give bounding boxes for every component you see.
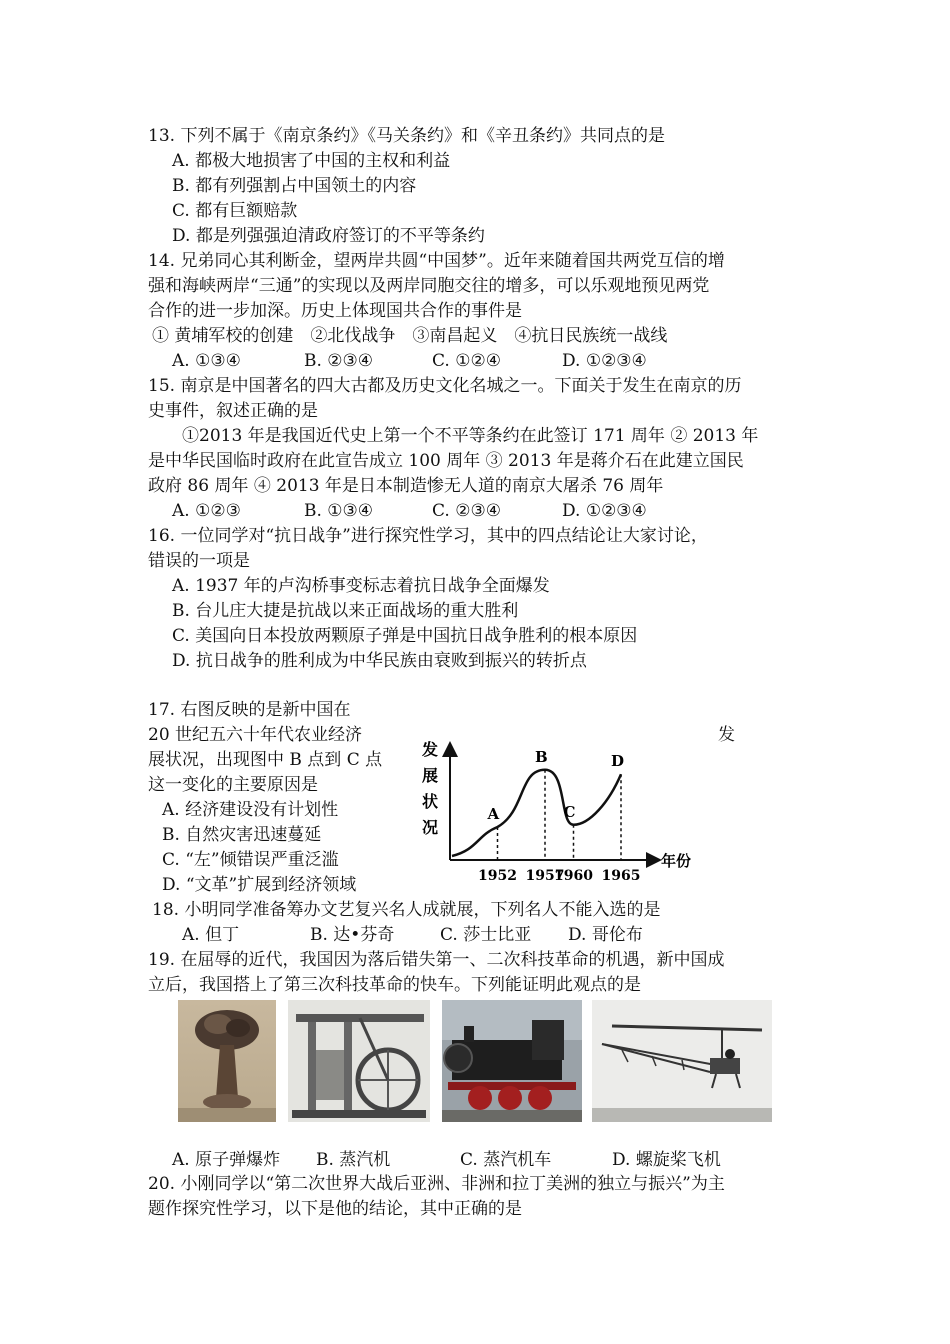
development-chart xyxy=(420,735,710,885)
q18-stem: 18. 小明同学准备筹办文艺复兴名人成就展，下列名人不能入选的是 xyxy=(152,900,661,920)
q17-stem-line-4: 这一变化的主要原因是 xyxy=(148,775,318,795)
q14-stem-line-3: 合作的进一步加深。历史上体现国共合作的事件是 xyxy=(148,301,522,321)
q15-item-line-1: ①2013 年是我国近代史上第一个不平等条约在此签订 171 周年 ② 2013 年 xyxy=(182,426,759,446)
q16-stem-line-1: 16. 一位同学对“抗日战争”进行探究性学习，其中的四点结论让大家讨论， xyxy=(148,526,708,546)
q14-stem-line-2: 强和海峡两岸“三通”的实现以及两岸同胞交往的增多，可以乐观地预见两党 xyxy=(148,276,710,296)
q17-stem-line-2: 20 世纪五六十年代农业经济 xyxy=(148,725,363,745)
y-axis-label-char: 发 xyxy=(421,740,439,759)
q16-option-c: C. 美国向日本投放两颗原子弹是中国抗日战争胜利的根本原因 xyxy=(172,626,638,646)
q14-option-a: A. ①③④ xyxy=(172,351,241,371)
q19-option-a: A. 原子弹爆炸 xyxy=(172,1150,281,1170)
q14-option-c: C. ①②④ xyxy=(432,351,501,371)
propeller-aircraft-photo xyxy=(592,1000,772,1122)
q20-stem-line-2: 题作探究性学习，以下是他的结论，其中正确的是 xyxy=(148,1199,522,1219)
q19-options xyxy=(172,1148,721,1172)
q18-option-b: B. 达•芬奇 xyxy=(310,925,395,945)
q14-options xyxy=(172,349,647,373)
q18-options xyxy=(182,923,643,947)
y-axis-label-char: 状 xyxy=(421,792,439,811)
q18-option-d: D. 哥伦布 xyxy=(568,925,643,945)
q15-item-line-3: 政府 86 周年 ④ 2013 年是日本制造惨无人道的南京大屠杀 76 周年 xyxy=(148,476,664,496)
q13-option-b: B. 都有列强割占中国领土的内容 xyxy=(172,176,417,196)
q17-stem-line-1: 17. 右图反映的是新中国在 xyxy=(148,700,351,720)
q16-option-a: A. 1937 年的卢沟桥事变标志着抗日战争全面爆发 xyxy=(172,576,550,596)
x-tick-label: 1957 xyxy=(525,868,565,884)
y-axis-label xyxy=(421,740,438,837)
atomic-bomb-photo xyxy=(178,1000,276,1122)
y-axis-label-char: 况 xyxy=(421,818,439,837)
q19-stem-line-1: 19. 在屈辱的近代，我国因为落后错失第一、二次科技革命的机遇，新中国成 xyxy=(148,950,725,970)
q15-option-b: B. ①③④ xyxy=(304,501,374,521)
x-tick-label: 1960 xyxy=(554,868,593,884)
q13-option-d: D. 都是列强强迫清政府签订的不平等条约 xyxy=(172,226,485,246)
q15-option-a: A. ①②③ xyxy=(172,501,241,521)
q15-options xyxy=(172,499,647,523)
q16-option-b: B. 台儿庄大捷是抗战以来正面战场的重大胜利 xyxy=(172,601,519,621)
q17-option-d: D. “文革”扩展到经济领域 xyxy=(162,875,357,895)
point-label: A xyxy=(487,805,500,823)
q13-option-a: A. 都极大地损害了中国的主权和利益 xyxy=(172,151,451,171)
q14-stem-line-1: 14. 兄弟同心其利断金，望两岸共圆“中国梦”。近年来随着国共两党互信的增 xyxy=(148,251,725,271)
steam-engine-photo xyxy=(288,1000,430,1122)
development-curve xyxy=(452,770,621,856)
q20-stem-line-1: 20. 小刚同学以“第二次世界大战后亚洲、非洲和拉丁美洲的独立与振兴”为主 xyxy=(148,1174,725,1194)
q17-stem-line-3: 展状况，出现图中 B 点到 C 点 xyxy=(148,750,383,770)
q16-option-d: D. 抗日战争的胜利成为中华民族由衰败到振兴的转折点 xyxy=(172,651,587,671)
q14-option-d: D. ①②③④ xyxy=(562,351,647,371)
x-tick-label: 1965 xyxy=(601,868,641,884)
q15-option-c: C. ②③④ xyxy=(432,501,501,521)
q15-item-line-2: 是中华民国临时政府在此宣告成立 100 周年 ③ 2013 年是蒋介石在此建立国民 xyxy=(148,451,744,471)
steam-locomotive-photo xyxy=(442,1000,582,1122)
q19-option-c: C. 蒸汽机车 xyxy=(460,1150,552,1170)
q13-option-c: C. 都有巨额赔款 xyxy=(172,201,298,221)
point-label: B xyxy=(535,747,548,766)
q19-stem-line-2: 立后，我国搭上了第三次科技革命的快车。下列能证明此观点的是 xyxy=(148,975,641,995)
point-label: D xyxy=(611,752,625,771)
x-axis-label: 年份 xyxy=(661,852,692,870)
q14-option-b: B. ②③④ xyxy=(304,351,374,371)
q17-option-c: C. “左”倾错误严重泛滥 xyxy=(162,850,339,870)
q18-option-a: A. 但丁 xyxy=(182,925,240,945)
q19-option-d: D. 螺旋桨飞机 xyxy=(612,1150,721,1170)
point-label: C xyxy=(563,802,576,821)
q17-option-b: B. 自然灾害迅速蔓延 xyxy=(162,825,322,845)
q19-option-b: B. 蒸汽机 xyxy=(316,1150,391,1170)
q15-stem-line-1: 15. 南京是中国著名的四大古都及历史文化名城之一。下面关于发生在南京的历 xyxy=(148,376,742,396)
y-axis-label-char: 展 xyxy=(421,766,439,785)
q17-stray-char: 发 xyxy=(718,725,735,745)
q18-option-c: C. 莎士比亚 xyxy=(440,925,532,945)
q14-items: ① 黄埔军校的创建 ②北伐战争 ③南昌起义 ④抗日民族统一战线 xyxy=(152,326,668,346)
q17-option-a: A. 经济建设没有计划性 xyxy=(162,800,339,820)
q15-option-d: D. ①②③④ xyxy=(562,501,647,521)
q15-stem-line-2: 史事件，叙述正确的是 xyxy=(148,401,318,421)
q13-stem: 13. 下列不属于《南京条约》《马关条约》和《辛丑条约》共同点的是 xyxy=(148,126,665,146)
q16-stem-line-2: 错误的一项是 xyxy=(148,551,250,571)
x-tick-label: 1952 xyxy=(478,868,517,884)
